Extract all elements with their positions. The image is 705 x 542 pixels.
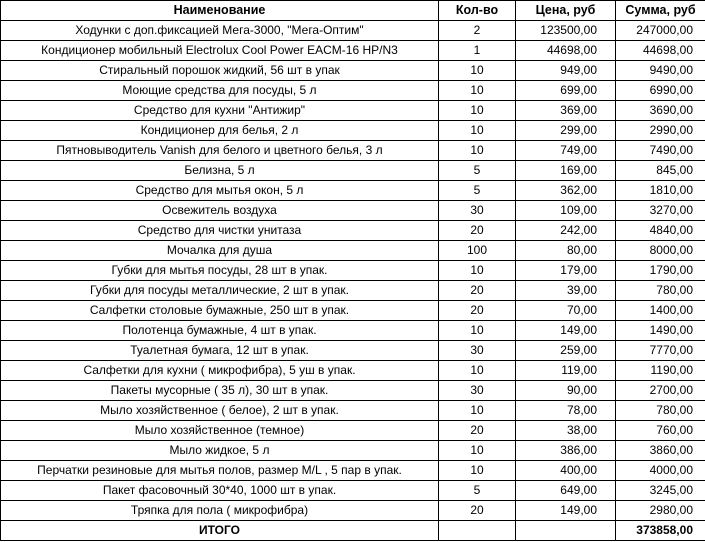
item-qty: 100 [439, 241, 516, 261]
table-row [1, 121, 705, 141]
item-sum: 780,00 [616, 281, 705, 301]
header-price: Цена, руб [516, 1, 616, 21]
item-sum: 7770,00 [616, 341, 705, 361]
item-sum: 1490,00 [616, 321, 705, 341]
item-sum: 1400,00 [616, 301, 705, 321]
table-row [1, 41, 705, 61]
total-price-cell [516, 521, 616, 541]
item-price: 90,00 [516, 381, 616, 401]
item-price: 949,00 [516, 61, 616, 81]
table-row [1, 361, 705, 381]
item-sum: 7490,00 [616, 141, 705, 161]
header-qty: Кол-во [439, 1, 516, 21]
table-row [1, 261, 705, 281]
item-name: Пакеты мусорные ( 35 л), 30 шт в упак. [1, 381, 439, 401]
item-price: 80,00 [516, 241, 616, 261]
table-row [1, 421, 705, 441]
item-qty: 10 [439, 321, 516, 341]
item-sum: 44698,00 [616, 41, 705, 61]
item-price: 749,00 [516, 141, 616, 161]
item-name: Мыло хозяйственное (темное) [1, 421, 439, 441]
item-sum: 780,00 [616, 401, 705, 421]
item-name: Губки для посуды металлические, 2 шт в упак. [1, 281, 439, 301]
item-name: Кондиционер мобильный Electrolux Cool Power EACM-16 HP/N3 [1, 41, 439, 61]
item-price: 39,00 [516, 281, 616, 301]
item-qty: 5 [439, 161, 516, 181]
table-row [1, 401, 705, 421]
table-row [1, 241, 705, 261]
table-row [1, 141, 705, 161]
item-price: 149,00 [516, 501, 616, 521]
item-sum: 4840,00 [616, 221, 705, 241]
item-sum: 3245,00 [616, 481, 705, 501]
item-sum: 9490,00 [616, 61, 705, 81]
item-price: 44698,00 [516, 41, 616, 61]
header-sum: Сумма, руб [616, 1, 705, 21]
item-sum: 2980,00 [616, 501, 705, 521]
item-sum: 2990,00 [616, 121, 705, 141]
item-name: Перчатки резиновые для мытья полов, размер M/L , 5 пар в упак. [1, 461, 439, 481]
item-name: Тряпка для пола ( микрофибра) [1, 501, 439, 521]
item-price: 123500,00 [516, 21, 616, 41]
item-price: 299,00 [516, 121, 616, 141]
table-row [1, 21, 705, 41]
item-name: Мочалка для душа [1, 241, 439, 261]
item-name: Средство для чистки унитаза [1, 221, 439, 241]
item-sum: 6990,00 [616, 81, 705, 101]
item-name: Белизна, 5 л [1, 161, 439, 181]
item-price: 78,00 [516, 401, 616, 421]
item-name: Полотенца бумажные, 4 шт в упак. [1, 321, 439, 341]
item-sum: 247000,00 [616, 21, 705, 41]
item-name: Губки для мытья посуды, 28 шт в упак. [1, 261, 439, 281]
item-sum: 2700,00 [616, 381, 705, 401]
table-row [1, 81, 705, 101]
item-qty: 10 [439, 141, 516, 161]
item-price: 242,00 [516, 221, 616, 241]
table-row [1, 281, 705, 301]
item-qty: 10 [439, 261, 516, 281]
table-row [1, 501, 705, 521]
item-sum: 760,00 [616, 421, 705, 441]
item-qty: 2 [439, 21, 516, 41]
item-sum: 3860,00 [616, 441, 705, 461]
item-price: 70,00 [516, 301, 616, 321]
item-name: Средство для кухни "Антижир" [1, 101, 439, 121]
item-qty: 10 [439, 461, 516, 481]
item-price: 649,00 [516, 481, 616, 501]
item-price: 400,00 [516, 461, 616, 481]
item-qty: 10 [439, 401, 516, 421]
item-qty: 10 [439, 121, 516, 141]
item-name: Средство для мытья окон, 5 л [1, 181, 439, 201]
table-row [1, 181, 705, 201]
item-name: Салфетки для кухни ( микрофибра), 5 уш в упак. [1, 361, 439, 381]
item-name: Пакет фасовочный 30*40, 1000 шт в упак. [1, 481, 439, 501]
item-price: 699,00 [516, 81, 616, 101]
table-row [1, 481, 705, 501]
table-row [1, 61, 705, 81]
item-price: 169,00 [516, 161, 616, 181]
total-sum: 373858,00 [616, 521, 705, 541]
item-name: Туалетная бумага, 12 шт в упак. [1, 341, 439, 361]
table-row [1, 341, 705, 361]
item-price: 109,00 [516, 201, 616, 221]
item-sum: 8000,00 [616, 241, 705, 261]
item-price: 179,00 [516, 261, 616, 281]
item-name: Салфетки столовые бумажные, 250 шт в упак. [1, 301, 439, 321]
item-qty: 1 [439, 41, 516, 61]
total-row [1, 521, 705, 541]
item-sum: 1190,00 [616, 361, 705, 381]
table-body [1, 21, 705, 521]
item-qty: 20 [439, 421, 516, 441]
item-qty: 10 [439, 81, 516, 101]
item-sum: 845,00 [616, 161, 705, 181]
item-name: Освежитель воздуха [1, 201, 439, 221]
item-qty: 5 [439, 181, 516, 201]
item-name: Моющие средства для посуды, 5 л [1, 81, 439, 101]
item-sum: 3690,00 [616, 101, 705, 121]
item-qty: 30 [439, 381, 516, 401]
table-row [1, 461, 705, 481]
item-name: Кондиционер для белья, 2 л [1, 121, 439, 141]
total-label: ИТОГО [1, 521, 439, 541]
table-row [1, 321, 705, 341]
table-row [1, 161, 705, 181]
item-price: 38,00 [516, 421, 616, 441]
item-sum: 1810,00 [616, 181, 705, 201]
item-qty: 10 [439, 101, 516, 121]
item-price: 369,00 [516, 101, 616, 121]
item-price: 149,00 [516, 321, 616, 341]
item-qty: 10 [439, 61, 516, 81]
item-name: Стиральный порошок жидкий, 56 шт в упак [1, 61, 439, 81]
header-row [1, 1, 705, 21]
item-qty: 30 [439, 201, 516, 221]
item-price: 386,00 [516, 441, 616, 461]
table-row [1, 441, 705, 461]
item-qty: 20 [439, 301, 516, 321]
table-row [1, 201, 705, 221]
item-qty: 20 [439, 281, 516, 301]
item-price: 362,00 [516, 181, 616, 201]
item-sum: 1790,00 [616, 261, 705, 281]
item-qty: 30 [439, 341, 516, 361]
item-qty: 10 [439, 441, 516, 461]
item-name: Мыло жидкое, 5 л [1, 441, 439, 461]
header-name: Наименование [1, 1, 439, 21]
table-row [1, 301, 705, 321]
item-qty: 20 [439, 221, 516, 241]
total-qty-cell [439, 521, 516, 541]
table-row [1, 381, 705, 401]
item-name: Мыло хозяйственное ( белое), 2 шт в упак. [1, 401, 439, 421]
table-row [1, 221, 705, 241]
item-name: Пятновыводитель Vanish для белого и цветного белья, 3 л [1, 141, 439, 161]
item-qty: 20 [439, 501, 516, 521]
item-name: Ходунки с доп.фиксацией Мега-3000, "Мега-Оптим" [1, 21, 439, 41]
table-row [1, 101, 705, 121]
item-sum: 4000,00 [616, 461, 705, 481]
item-sum: 3270,00 [616, 201, 705, 221]
item-qty: 10 [439, 361, 516, 381]
item-price: 259,00 [516, 341, 616, 361]
item-qty: 5 [439, 481, 516, 501]
item-price: 119,00 [516, 361, 616, 381]
